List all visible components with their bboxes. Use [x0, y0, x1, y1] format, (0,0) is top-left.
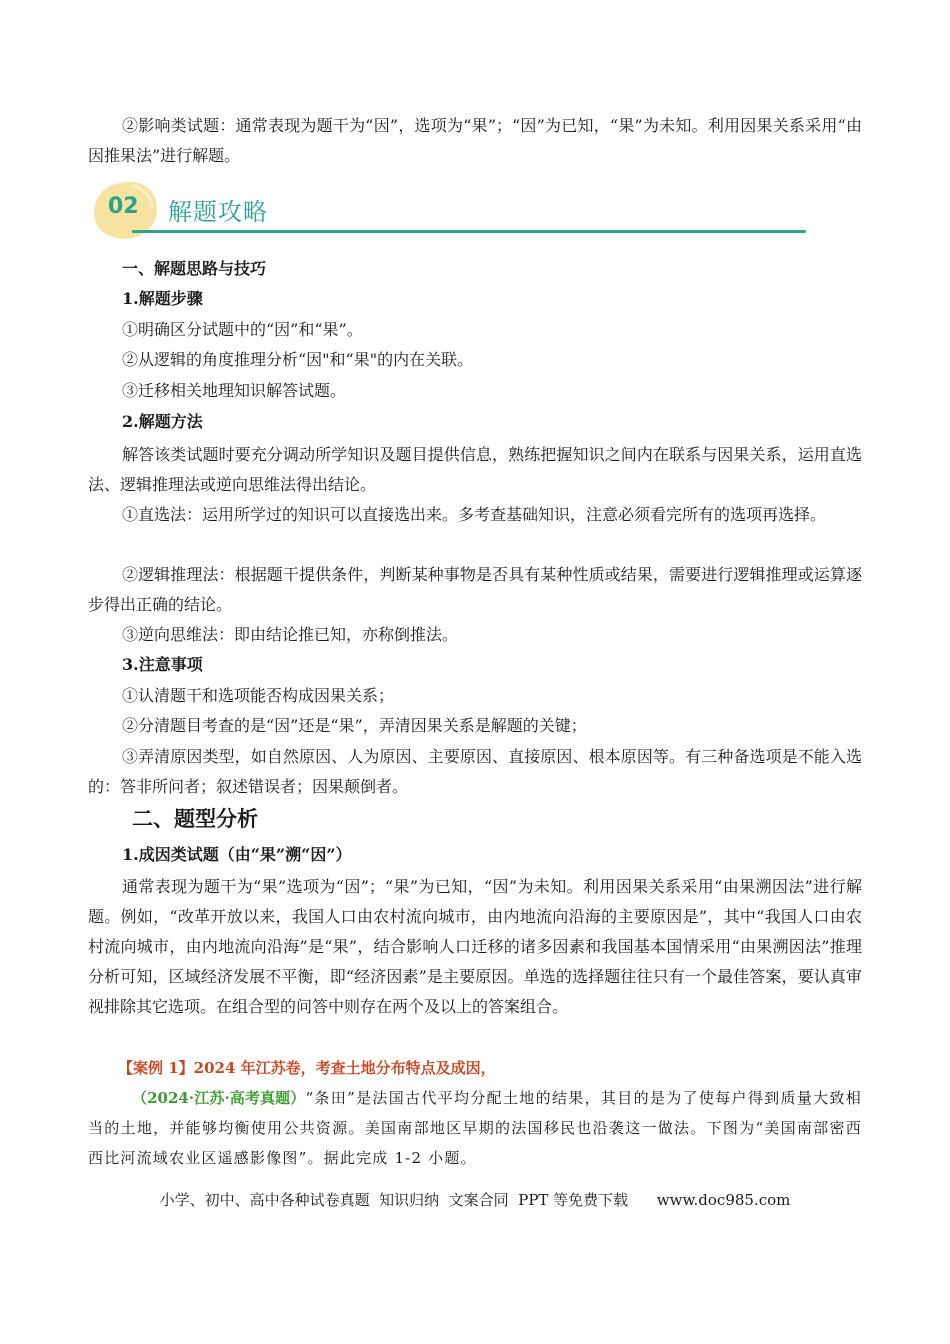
method-logic: ②逻辑推理法：根据题干提供条件，判断某种事物是否具有某种性质或结果，需要进行逻辑推理或运算逐步得出正确的结论。 [88, 565, 862, 614]
note-item: ②分清题目考查的是“因”还是“果”，弄清因果关系是解题的关键； [122, 716, 587, 735]
banner-number: 02 [108, 194, 139, 219]
note-item: ③弄清原因类型，如自然原因、人为原因、主要原因、直接原因、根本原因等。有三种备选项是不能入选的：答非所问者；叙述错误者；因果颠倒者。 [88, 747, 862, 796]
methods-title: 2.解题方法 [122, 412, 203, 431]
case-source: （2024·江苏·高考真题） [132, 1089, 306, 1107]
steps-title: 1.解题步骤 [122, 289, 203, 308]
case-body: “条田”是法国古代平均分配土地的结果，其目的是为了使每户得到质量大致相当的土地，并能够均衡使用公共资源。美国南部地区早期的法国移民也沿袭这一做法。下图为“美国南部密西西比河流域农业区遥感影像图”。据此完成 1-2 小题。 [88, 1089, 862, 1167]
step-item: ①明确区分试题中的“因”和“果”。 [122, 320, 363, 339]
case-text [88, 1083, 862, 1173]
step-item: ②从逻辑的角度推理分析“因"和“果"的内在关联。 [122, 350, 474, 369]
subsection-paragraph: 通常表现为题干为“果”选项为“因”；“果”为已知，“因”为未知。利用因果关系采用“由果溯因法”进行解题。例如，“改革开放以来，我国人口由农村流向城市，由内地流向沿海的主要原因是”，其中“我国人口由农村流向城市，由内地流向沿海”是“果”，结合影响人口迁移的诸多因素和我国基本国情采用“由果溯因法”推理分析可知，区域经济发展不平衡，即“经济因素”是主要原因。单选的选择题往往只有一个最佳答案，要认真审视排除其它选项。在组合型的问答中则存在两个及以上的答案组合。 [88, 877, 862, 1016]
section1-heading: 一、解题思路与技巧 [122, 259, 267, 278]
section-banner [92, 178, 808, 242]
subsection-title: 1.成因类试题（由“果”溯“因”） [122, 845, 352, 864]
method-reverse: ③逆向思维法：即由结论推已知，亦称倒推法。 [122, 625, 459, 644]
page-footer [0, 1188, 950, 1212]
note-item: ①认清题干和选项能否构成因果关系； [122, 686, 395, 705]
footer-text: 小学、初中、高中各种试卷真题 知识归纳 文案合同 PPT 等免费下载 [159, 1191, 629, 1209]
methods-intro: 解答该类试题时要充分调动所学知识及题目提供信息，熟练把握知识之间内在联系与因果关系，运用直选法、逻辑推理法或逆向思维法得出结论。 [88, 445, 862, 494]
section2-heading: 二、题型分析 [132, 806, 258, 831]
case-label: 【案例 1】2024 年江苏卷，考查土地分布特点及成因， [118, 1059, 496, 1077]
banner-divider [132, 230, 806, 233]
banner-title: 解题攻略 [168, 198, 268, 226]
intro-paragraph: ②影响类试题：通常表现为题干为“因”，选项为“果”；“因”为已知，“果”为未知。利用因果关系采用“由因推果法”进行解题。 [88, 116, 862, 165]
footer-url[interactable]: www.doc985.com [656, 1191, 791, 1209]
step-item: ③迁移相关地理知识解答试题。 [122, 381, 347, 400]
notes-title: 3.注意事项 [122, 655, 203, 674]
method-direct: ①直选法：运用所学过的知识可以直接选出来。多考查基础知识，注意必须看完所有的选项再选择。 [122, 505, 827, 524]
